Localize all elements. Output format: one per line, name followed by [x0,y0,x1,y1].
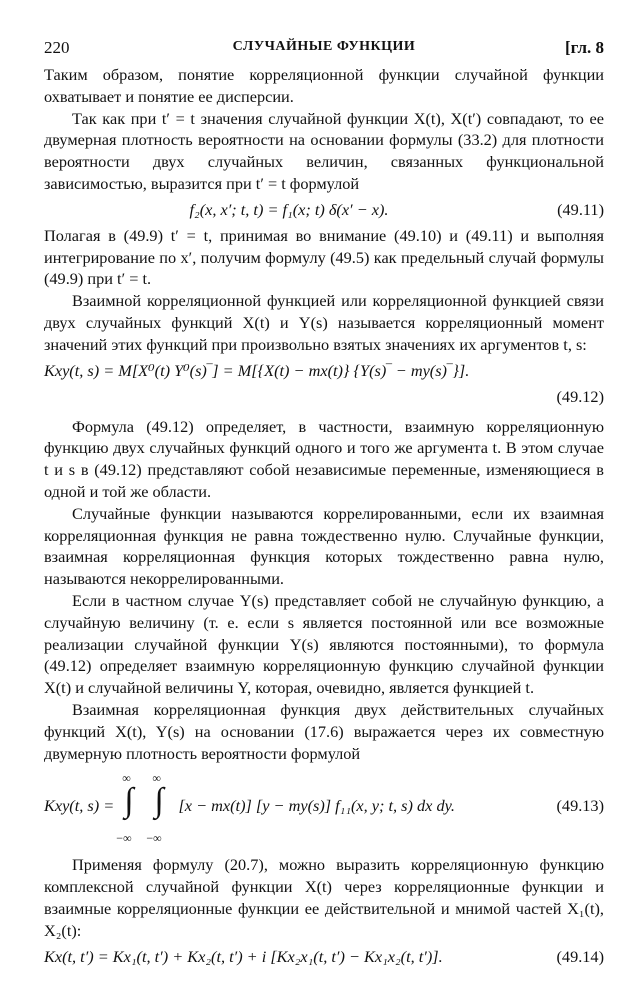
equation-49-11-body: f₂(x, x′; t, t) = f₁(x; t) δ(x′ − x). [189,199,389,219]
paragraph-7: Если в частном случае Y(s) представляет собой не случайную функцию, а случайную величину (т. е. если s является постоянной или все возможные реализации случайной функции Y(s) являются постоянными), то формула (49.12) определяет взаимную корреляционную функцию случайной функции X(t) и случайной величины Y, которая, очевидно, является функцией t. [44,590,604,698]
paragraph-8: Взаимная корреляционная функция двух действительных случайных функций X(t), Y(s) на основании (17.6) выражается через их совместную двумерную плотность вероятности формулой [44,699,604,763]
equation-49-12-body: Kxy(t, s) = M[X⁰(t) Y⁰(s)‾] = M[{X(t) − mx(t)} {Y(s)‾ − my(s)‾}]. [44,360,470,380]
equation-49-13-number: (49.13) [556,796,604,816]
equation-49-13-body [44,764,534,848]
paragraph-1: Таким образом, понятие корреляционной функции случайной функции охватывает и понятие ее дисперсии. [44,65,604,106]
paragraph-9: Применяя формулу (20.7), можно выразить корреляционную функцию комплексной случайной функции X(t) через корреляционные функции и взаимные корреляционные функции ее действительной и мнимой частей X₁(t), X₂(t): [44,855,604,940]
equation-49-14-body: Kx(t, t′) = Kx₁(t, t′) + Kx₂(t, t′) + i [Kx₂x₁(t, t′) − Kx₁x₂(t, t′)]. [44,946,443,966]
paragraph-4: Взаимной корреляционной функцией или корреляционной функцией связи двух случайных функций X(t) и Y(s) называется корреляционный момент значений этих функций при произвольно взятых значениях их аргументов t, s: [44,291,604,354]
paragraph-3: Полагая в (49.9) t′ = t, принимая во внимание (49.10) и (49.11) и выполняя интегрирование по x′, получим формулу (49.5) как предельный случай формулы (49.9) при t′ = t. [44,225,604,289]
equation-49-11 [44,195,604,225]
integral-sign-inner: ∞ ∫ −∞ [146,770,164,845]
paragraph-5: Формула (49.12) определяет, в частности, взаимную корреляционную функцию двух случайных функций одного и того же аргумента t. В этом случае t и s в (49.12) представляют собой независимые переменные, изменяющиеся в одной и той же области. [44,416,604,501]
page-number: 220 [44,38,70,57]
equation-49-11-number: (49.11) [557,199,604,219]
equation-49-12 [44,356,604,386]
integral-sign-outer: ∞ ∫ −∞ [116,770,134,845]
equation-49-14-number: (49.14) [556,946,604,966]
equation-49-12-number: (49.12) [556,386,604,406]
equation-49-13-integrand: [x − mx(t)] [y − my(s)] f₁₁(x, y; t, s) dx dy. [178,796,455,816]
equation-49-13 [44,764,604,848]
paragraph-2: Так как при t′ = t значения случайной функции X(t), X(t′) совпадают, то ее двумерная плотность вероятности на основании формулы (33.2) для плотности вероятности двух случайных величин, связанных функциональной зависимостью, выразится при t′ = t формулой [44,108,604,193]
book-page [44,38,604,972]
equation-49-14 [44,942,604,972]
section-reference: [гл. 8 [564,38,604,57]
equation-49-13-lhs: Kxy(t, s) = [44,796,115,816]
page-header [44,38,604,64]
running-title: СЛУЧАЙНЫЕ ФУНКЦИИ [232,39,416,54]
paragraph-6: Случайные функции называются коррелированными, если их взаимная корреляционная функция не равна тождественно нулю. Случайные функции, взаимная корреляционная функция которых тождественно равна нулю, называются некоррелированными. [44,503,604,589]
